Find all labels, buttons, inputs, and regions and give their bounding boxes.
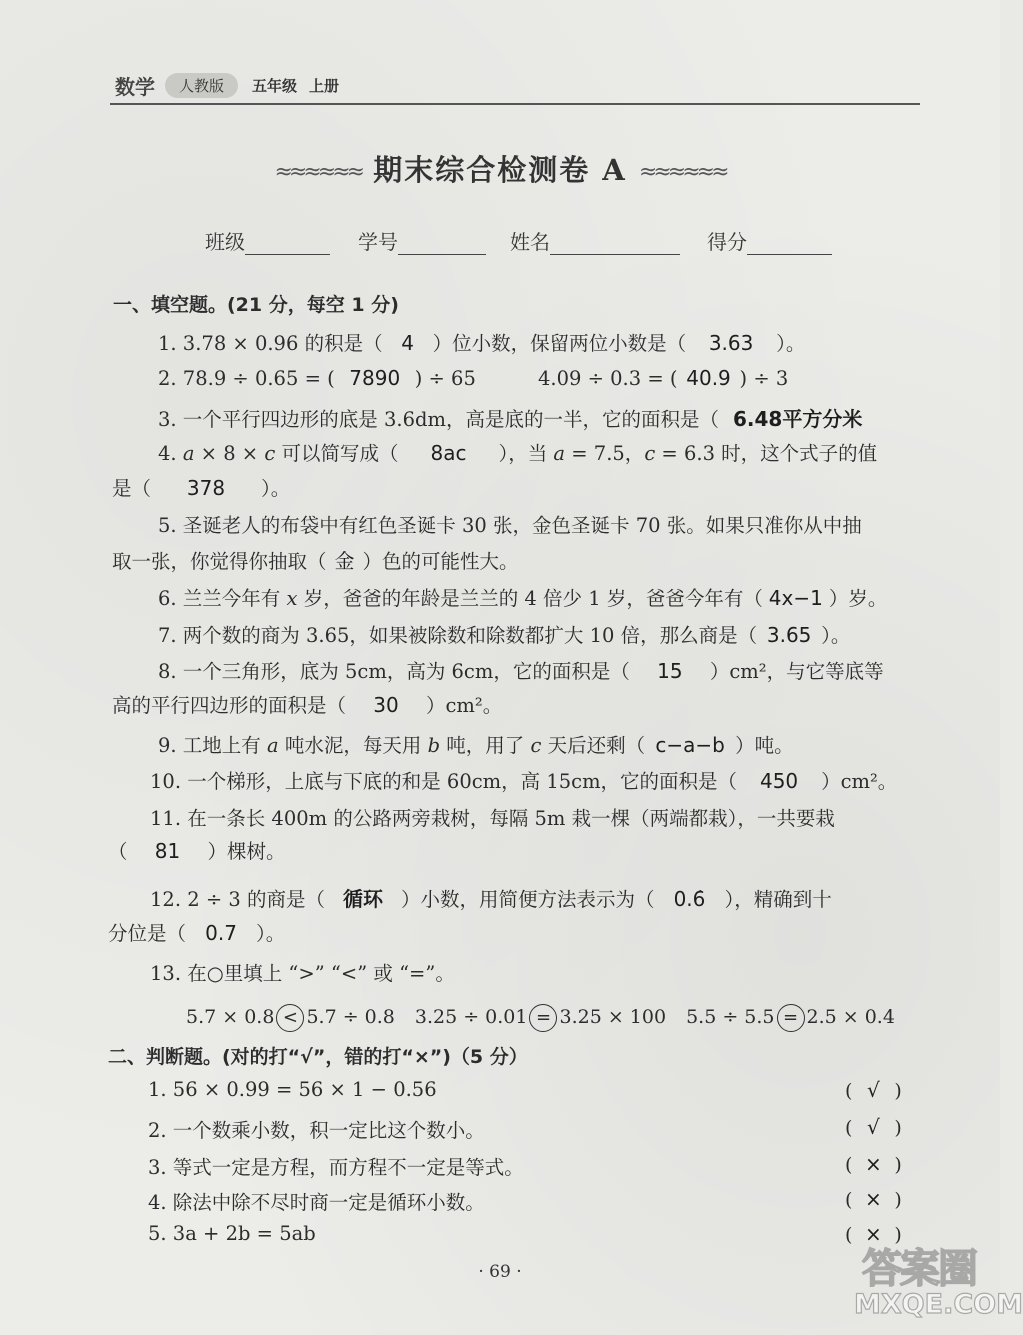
- q9-var-b: b: [427, 734, 441, 757]
- judge-mark-3: ×: [865, 1152, 882, 1176]
- cmp1-circle: <: [276, 1004, 304, 1032]
- q8-answer-2: 30: [373, 693, 399, 717]
- judge-answer-1: ( √ ): [845, 1078, 902, 1102]
- q2-text-c: 4.09 ÷ 0.3 = (: [538, 367, 678, 390]
- watermark-line-2: MXQE.COM: [854, 1289, 1023, 1320]
- score-label: 得分: [707, 230, 747, 254]
- name-blank: [550, 234, 680, 255]
- question-6: [158, 583, 887, 611]
- question-1: [158, 328, 805, 356]
- q4-text-d: ），当: [498, 442, 554, 465]
- q4-answer-1: 8ac: [430, 441, 467, 465]
- q5-text-b: ）色的可能性大。: [362, 550, 519, 573]
- edition-badge: 人教版: [165, 73, 238, 98]
- header-divider: [110, 103, 920, 105]
- name-label: 姓名: [510, 230, 550, 254]
- cmp2-right: 3.25 × 100: [559, 1006, 667, 1028]
- q4-var-a-2: a: [553, 442, 566, 465]
- q4-text-e: = 7.5，: [565, 442, 645, 465]
- q3-text-a: 3. 一个平行四边形的底是 3.6dm，高是底的一半，它的面积是（: [158, 408, 719, 431]
- q10-text-a: 10. 一个梯形，上底与下底的和是 60cm，高 15cm，它的面积是（: [150, 770, 738, 793]
- q10-answer: 450: [759, 769, 799, 793]
- judge-item-2: 2. 一个数乘小数，积一定比这个数小。: [148, 1119, 485, 1142]
- question-2-part-2: [538, 366, 788, 390]
- q11-answer: 81: [154, 839, 181, 863]
- question-13: 13. 在○里填上 “>” “<” 或 “=”。: [150, 962, 455, 985]
- q6-text-c: ）岁。: [828, 587, 888, 610]
- q3-answer: 6.48平方分米: [733, 407, 863, 431]
- judge-item-1: 1. 56 × 0.99 = 56 × 1 − 0.56: [148, 1078, 437, 1101]
- q4-text-a: 4.: [158, 442, 183, 465]
- q7-text-a: 7. 两个数的商为 3.65，如果被除数和除数都扩大 10 倍，那么商是（: [158, 624, 758, 647]
- q2-text-d: ) ÷ 3: [739, 367, 789, 390]
- name-field: [510, 226, 680, 255]
- question-5: 5. 圣诞老人的布袋中有红色圣诞卡 30 张，金色圣诞卡 70 张。如果只准你从中抽: [158, 514, 862, 537]
- q6-answer: 4x−1: [768, 586, 823, 610]
- judge-item-4: 4. 除法中除不尽时商一定是循环小数。: [148, 1191, 485, 1214]
- page-number: · 69 ·: [478, 1262, 522, 1282]
- judge-mark-2: √: [867, 1115, 880, 1139]
- cmp3-left: 5.5 ÷ 5.5: [686, 1006, 775, 1028]
- number-blank: [398, 234, 486, 255]
- section1-heading: 一、填空题。(21 分，每空 1 分): [113, 294, 399, 316]
- question-12: [150, 883, 832, 912]
- question-4-cont: [112, 473, 290, 501]
- cmp3-circle: =: [777, 1004, 805, 1032]
- q6-text-b: 岁，爸爸的年龄是兰兰的 4 倍少 1 岁，爸爸今年有（: [297, 587, 763, 610]
- subject-label: 数学: [115, 74, 155, 99]
- q1-answer-1: 4: [401, 331, 414, 355]
- question-12-cont: [108, 918, 285, 946]
- question-10: [150, 766, 897, 794]
- q11-text-b: ）棵树。: [207, 840, 286, 863]
- question-8: [158, 656, 884, 684]
- q1-text-a: 1. 3.78 × 0.96 的积是（: [158, 332, 383, 355]
- q12-answer-3: 0.7: [205, 921, 237, 945]
- score-blank: [747, 234, 832, 255]
- judge-answer-5: ( × ): [845, 1222, 902, 1246]
- question-5-cont: [112, 545, 519, 574]
- question-4: [158, 438, 877, 466]
- cmp3-right: 2.5 × 0.4: [806, 1006, 895, 1028]
- watermark-line-1: 答案圈: [862, 1246, 976, 1292]
- q9-text-a: 9. 工地上有: [158, 734, 268, 757]
- judge-item-3: 3. 等式一定是方程，而方程不一定是等式。: [148, 1156, 524, 1179]
- judge-mark-4: ×: [865, 1187, 882, 1211]
- q4-text-h: ）。: [261, 477, 291, 500]
- judge-answer-3: ( × ): [845, 1152, 902, 1176]
- question-8-cont: [112, 690, 502, 718]
- q10-text-b: ）cm²。: [821, 770, 898, 793]
- q6-var-x: x: [286, 587, 298, 610]
- q12-text-a: 12. 2 ÷ 3 的商是（: [150, 888, 325, 911]
- judge-answer-2: ( √ ): [845, 1115, 902, 1139]
- book-header: [115, 70, 339, 100]
- wave-ornament-right-icon: ≈≈≈≈≈≈: [638, 159, 726, 185]
- q9-text-b: 吨水泥，每天用: [278, 734, 428, 757]
- exam-title: [0, 148, 1000, 189]
- cmp1-right: 5.7 ÷ 0.8: [306, 1006, 395, 1028]
- q8-text-b: ）cm²，与它等底等: [709, 660, 884, 683]
- q4-text-g: 是（: [112, 477, 152, 500]
- q9-text-e: ）吨。: [735, 734, 794, 757]
- q4-text-b: × 8 ×: [194, 442, 265, 465]
- question-9: [158, 730, 794, 758]
- q2-answer-2: 40.9: [686, 366, 731, 390]
- q5-answer: 金: [334, 549, 355, 573]
- q1-answer-2: 3.63: [708, 331, 754, 355]
- q4-text-f: = 6.3 时，这个式子的值: [655, 442, 878, 465]
- score-field: [707, 226, 832, 255]
- q11-text-a: （: [108, 840, 128, 863]
- judge-answer-4: ( × ): [845, 1187, 902, 1211]
- q7-text-b: ）。: [821, 624, 851, 647]
- section2-heading: 二、判断题。(对的打“√”，错的打“×”)（5 分）: [108, 1046, 528, 1068]
- class-blank: [245, 234, 330, 255]
- q12-text-e: ）。: [256, 922, 286, 945]
- q8-answer-1: 15: [657, 659, 683, 683]
- q4-text-c: 可以简写成（: [275, 442, 399, 465]
- q9-text-d: 天后还剩（: [541, 734, 646, 757]
- cmp2-circle: =: [529, 1004, 557, 1032]
- q9-text-c: 吨，用了: [440, 734, 531, 757]
- q5-text-a: 取一张，你觉得你抽取（: [112, 550, 327, 573]
- q4-var-a: a: [182, 442, 195, 465]
- q8-text-d: ）cm²。: [426, 694, 503, 717]
- class-field: [205, 226, 330, 255]
- q12-text-b: ）小数，用简便方法表示为（: [400, 888, 655, 911]
- judge-mark-5: ×: [865, 1222, 882, 1246]
- number-label: 学号: [358, 230, 398, 254]
- q1-text-c: ）。: [776, 332, 806, 355]
- judge-mark-1: √: [867, 1078, 880, 1102]
- q4-var-c-2: c: [644, 442, 656, 465]
- question-2: [158, 366, 476, 390]
- wave-ornament-left-icon: ≈≈≈≈≈≈: [274, 159, 362, 185]
- q9-var-a: a: [267, 734, 279, 757]
- question-11: 11. 在一条长 400m 的公路两旁栽树，每隔 5m 栽一棵（两端都栽），一共要栽: [150, 807, 835, 830]
- grade-label: 五年级: [252, 76, 298, 95]
- q8-text-a: 8. 一个三角形，底为 5cm，高为 6cm，它的面积是（: [158, 660, 630, 683]
- q12-text-c: ），精确到十: [724, 888, 832, 911]
- q12-answer-1: 循环: [342, 887, 383, 911]
- question-11-cont: [108, 836, 286, 864]
- q1-text-b: ）位小数，保留两位小数是（: [432, 332, 687, 355]
- cmp1-left: 5.7 × 0.8: [186, 1006, 275, 1028]
- question-3: [158, 403, 862, 432]
- class-label: 班级: [205, 230, 245, 254]
- cmp2-left: 3.25 ÷ 0.01: [414, 1006, 528, 1028]
- q2-text-a: 2. 78.9 ÷ 0.65 = (: [158, 367, 335, 390]
- q2-text-b: ) ÷ 65: [414, 367, 476, 390]
- question-7: [158, 620, 850, 648]
- volume-label: 上册: [309, 76, 340, 95]
- student-number-field: [358, 226, 486, 255]
- question-13-comparisons: [186, 1004, 895, 1032]
- judge-item-5: 5. 3a + 2b = 5ab: [148, 1222, 316, 1245]
- q4-var-c: c: [264, 442, 276, 465]
- exam-title-text: 期末综合检测卷 A: [373, 153, 627, 187]
- q9-answer: c−a−b: [655, 733, 725, 757]
- q12-text-d: 分位是（: [108, 922, 187, 945]
- q12-answer-2: 0.6̇: [673, 887, 706, 911]
- q8-text-c: 高的平行四边形的面积是（: [112, 694, 347, 717]
- q2-answer-1: 7890: [349, 366, 401, 390]
- q7-answer: 3.65: [766, 623, 812, 647]
- q4-answer-2: 378: [186, 476, 226, 500]
- watermark-logo: [852, 1231, 1023, 1331]
- q6-text-a: 6. 兰兰今年有: [158, 587, 287, 610]
- q9-var-c: c: [530, 734, 542, 757]
